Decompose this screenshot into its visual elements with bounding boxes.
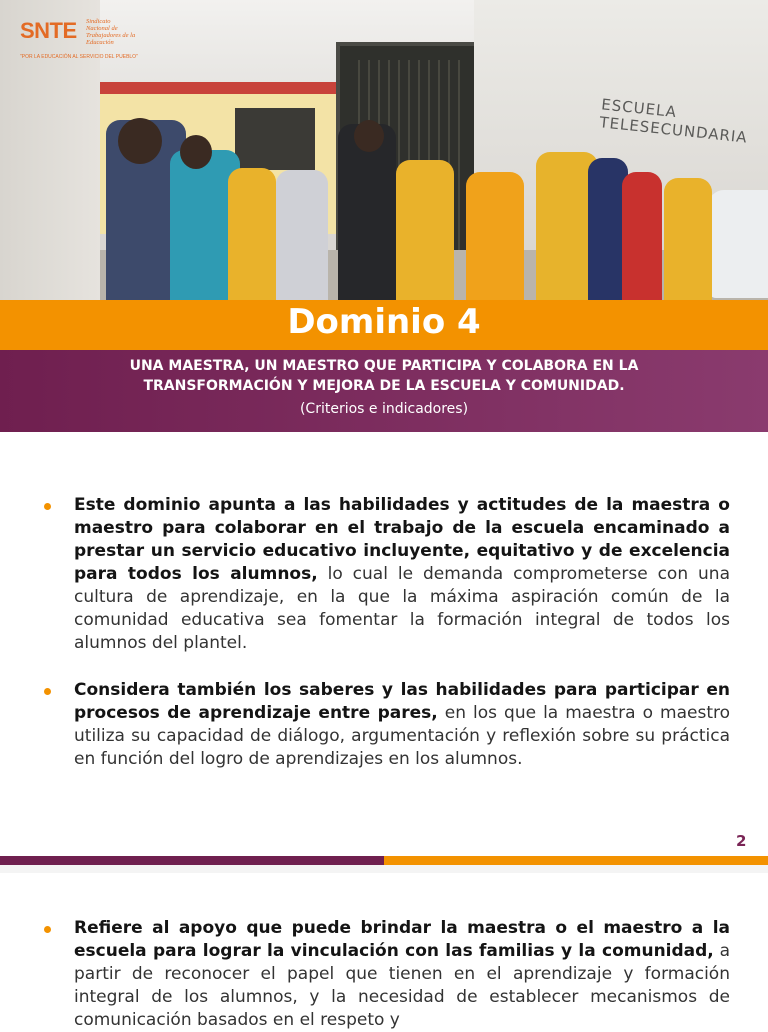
paragraph-text: en los que la maestra o maestro utiliza su capacidad de diálogo, argumentación y reflexión sobre su práctica en función del logro de aprendizajes en los alumnos. bbox=[74, 703, 730, 769]
logo-name: Sindicato Nacional de Trabajadores de la Educación bbox=[86, 18, 136, 46]
paragraph-text: a partir de reconocer el papel que tienen en el aprendizaje y formación integral de los alumnos, y la necesidad de establecer mecanismos de comunicación basados en el respeto y bbox=[74, 941, 730, 1030]
paragraph bbox=[74, 917, 730, 1032]
domain-subtitle bbox=[40, 356, 728, 396]
bullet-icon bbox=[44, 926, 51, 933]
subtitle-line: TRANSFORMACIÓN Y MEJORA DE LA ESCUELA Y COMUNIDAD. bbox=[143, 378, 625, 394]
person-student bbox=[396, 160, 454, 300]
page-title: Dominio 4 bbox=[287, 302, 481, 342]
bullet-icon bbox=[44, 688, 51, 695]
paragraph bbox=[74, 494, 730, 655]
person-head bbox=[354, 120, 384, 152]
person-student bbox=[276, 170, 328, 300]
paragraph-bold: Considera también los saberes y las habilidades para participar en procesos de aprendizaje entre pares, bbox=[74, 680, 730, 723]
parked-car bbox=[708, 190, 768, 298]
person-student bbox=[622, 172, 662, 300]
person-student bbox=[664, 178, 712, 300]
person-head bbox=[118, 118, 162, 164]
school-sign: ESCUELA TELESECUNDARIA bbox=[598, 95, 749, 147]
subtitle-note: (Criterios e indicadores) bbox=[299, 401, 469, 417]
page-number: 2 bbox=[736, 832, 747, 850]
snte-logo bbox=[20, 16, 180, 66]
logo-mark: SNTE bbox=[20, 18, 77, 43]
paragraph-bold: Refiere al apoyo que puede brindar la maestra o el maestro a la escuela para lograr la vinculación con las familias y la comunidad, bbox=[74, 918, 730, 961]
paragraph-text: lo cual le demanda comprometerse con una cultura de aprendizaje, en la que la máxima aspiración común de la comunidad educativa sea fomentar la formación integral de todos los alumnos del plantel. bbox=[74, 564, 730, 653]
person-head bbox=[180, 135, 212, 169]
building-window bbox=[235, 108, 315, 170]
bullet-icon bbox=[44, 503, 51, 510]
paragraph-bold: Este dominio apunta a las habilidades y actitudes de la maestra o maestro para colaborar en el trabajo de la escuela encaminado a prestar un servicio educativo incluyente, equitativo y de excelencia para todos los alumnos, bbox=[74, 495, 730, 584]
person-student bbox=[466, 172, 524, 300]
subtitle-line: UNA MAESTRA, UN MAESTRO QUE PARTICIPA Y COLABORA EN LA bbox=[129, 358, 639, 374]
person-student bbox=[228, 168, 276, 300]
logo-slogan: "POR LA EDUCACIÓN AL SERVICIO DEL PUEBLO" bbox=[20, 54, 138, 60]
page-gap bbox=[0, 865, 768, 873]
divider-purple bbox=[0, 856, 384, 865]
header-photo bbox=[0, 0, 768, 300]
divider-orange bbox=[384, 856, 768, 865]
paragraph bbox=[74, 679, 730, 771]
